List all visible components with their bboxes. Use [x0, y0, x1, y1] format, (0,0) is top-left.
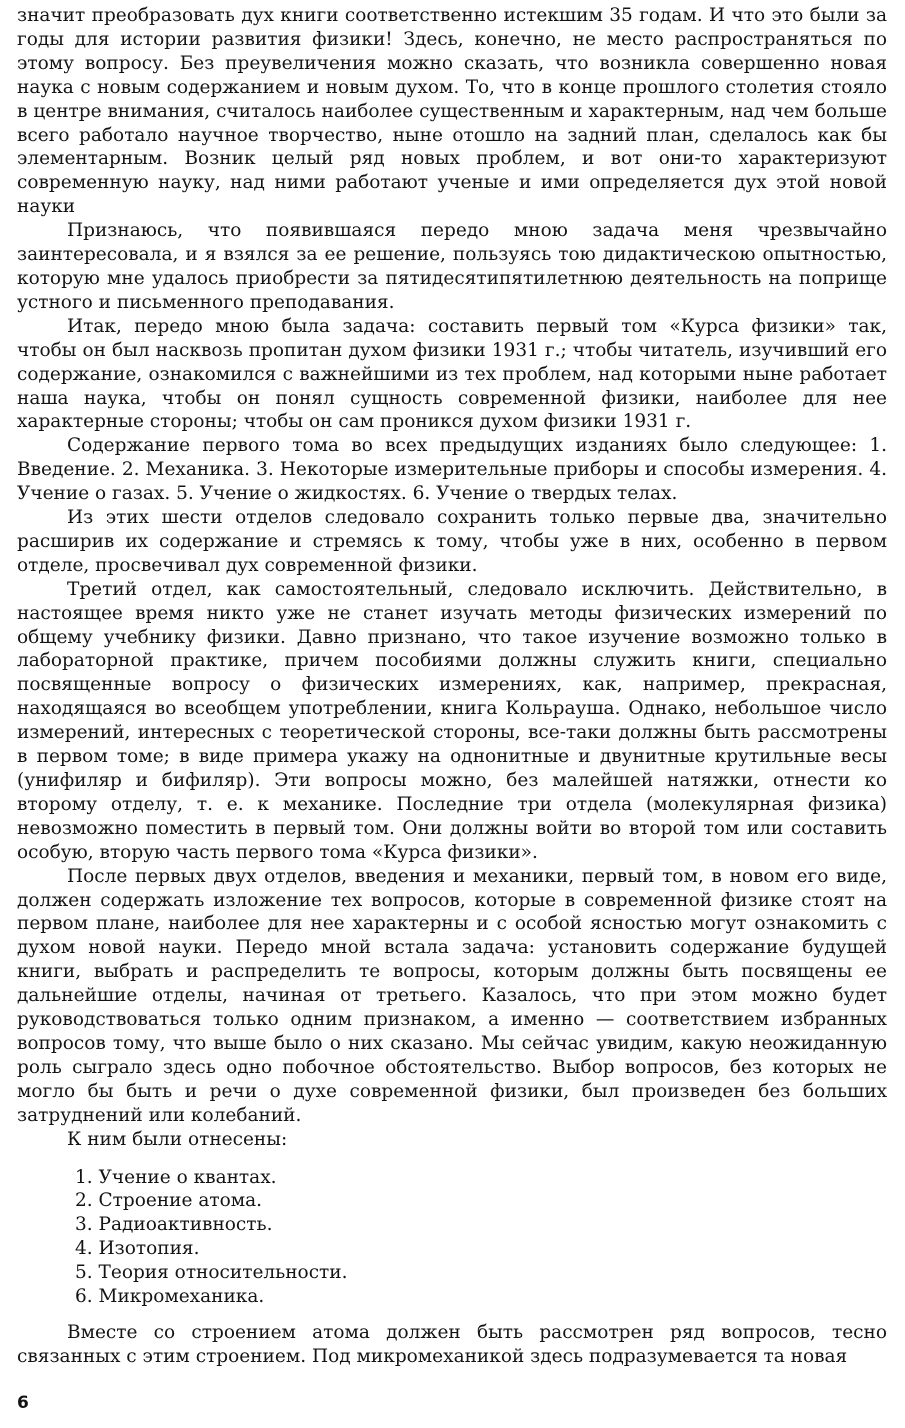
list-item: 2. Строение атома. [75, 1190, 263, 1212]
list-item: 4. Изотопия. [75, 1238, 200, 1260]
topics-list [17, 1166, 887, 1309]
paragraph-keep-sections: Из этих шести отделов следовало сохранить только первые два, значительно расширив их содержание и стремясь к тому, чтобы уже в них, особенно в первом отделе, просвечивал дух современной физики. [17, 507, 887, 576]
paragraph-continuation: значит преобразовать дух книги соответственно истекшим 35 годам. И что это были за годы для истории развития физики! Здесь, конечно, не место распространяться по этому вопросу. Без преувеличения можно сказать, что возникла совершенно новая наука с новым содержанием и новым духом. То, что в конце прошлого столетия стояло в центре внимания, считалось наиболее существенным и характерным, над чем больше всего работало научное творчество, ныне отошло на задний план, сделалось как бы элементарным. Возник целый ряд новых проблем, и вот они-то характеризуют современную науку, над ними работают ученые и ими определяется дух этой новой науки [17, 5, 887, 218]
page-number: 6 [17, 1393, 29, 1413]
list-item: 6. Микромеханика. [75, 1286, 265, 1308]
list-item: 5. Теория относительности. [75, 1262, 348, 1284]
paragraph-new-contents: После первых двух отделов, введения и механики, первый том, в новом его виде, должен содержать изложение тех вопросов, которые в современной физике стоят на первом плане, наиболее для нее характерны и с особой ясностью могут ознакомить с духом новой науки. Передо мной встала задача: установить содержание будущей книги, выбрать и распределить те вопросы, которым должны быть посвящены ее дальнейшие отделы, начиная от третьего. Казалось, что при этом можно будет руководствоваться только одним признаком, а именно — соответствием избранных вопросов тому, что выше было о них сказано. Мы сейчас увидим, какую неожиданную роль сыграло здесь одно побочное обстоятельство. Выбор вопросов, без которых не могло бы быть и речи о духе современной физики, был произведен без больших затруднений или колебаний. [17, 865, 887, 1126]
paragraph-task-interest: Признаюсь, что появившаяся передо мною задача меня чрезвычайно заинтересовала, и я взялся за ее решение, пользуясь тою дидактическою опытностью, которую мне удалось приобрести за пятидесятипятилетнюю деятельность на поприще устного и письменного преподавания. [17, 220, 887, 313]
paragraph-third-section: Третий отдел, как самостоятельный, следовало исключить. Действительно, в настоящее время никто уже не станет изучать методы физических измерений по общему учебнику физики. Давно признано, что такое изучение возможно только в лабораторной практике, причем пособиями должны служить книги, специально посвященные вопросу о физических измерениях, как, например, прекрасная, находящаяся во всеобщем употреблении, книга Кольрауша. Однако, небольшое число измерений, интересных с теоретической стороны, все-таки должны быть рассмотрены в первом томе; в виде примера укажу на однонитные и двунитные крутильные весы (унифиляр и бифиляр). Эти вопросы можно, без малейшей натяжки, отнести ко второму отделу, т. е. к механике. Последние три отдела (молекулярная физика) невозможно поместить в первый том. Они должны войти во второй том или составить особую, вторую часть первого тома «Курса физики». [17, 578, 887, 863]
list-item: 1. Учение о квантах. [75, 1166, 277, 1188]
paragraph-previous-contents: Содержание первого тома во всех предыдущих изданиях было следующее: 1. Введение. 2. Механика. 3. Некоторые измерительные приборы и способы измерения. 4. Учение о газах. 5. Учение о жидкостях. 6. Учение о твердых телах. [17, 435, 887, 505]
list-item: 3. Радиоактивность. [75, 1214, 273, 1236]
document-page [17, 4, 887, 1369]
paragraph-list-intro: К ним были отнесены: [67, 1128, 288, 1150]
paragraph-closing: Вместе со строением атома должен быть рассмотрен ряд вопросов, тесно связанных с этим строением. Под микромеханикой здесь подразумевается та новая [17, 1321, 887, 1367]
paragraph-task-goal: Итак, передо мною была задача: составить первый том «Курса физики» так, чтобы он был насквозь пропитан духом физики 1931 г.; чтобы читатель, изучивший его содержание, ознакомился с важнейшими из тех проблем, над которыми ныне работает наша наука, чтобы он понял сущность современной физики, наиболее для нее характерные стороны; чтобы он сам проникся духом физики 1931 г. [17, 315, 887, 433]
